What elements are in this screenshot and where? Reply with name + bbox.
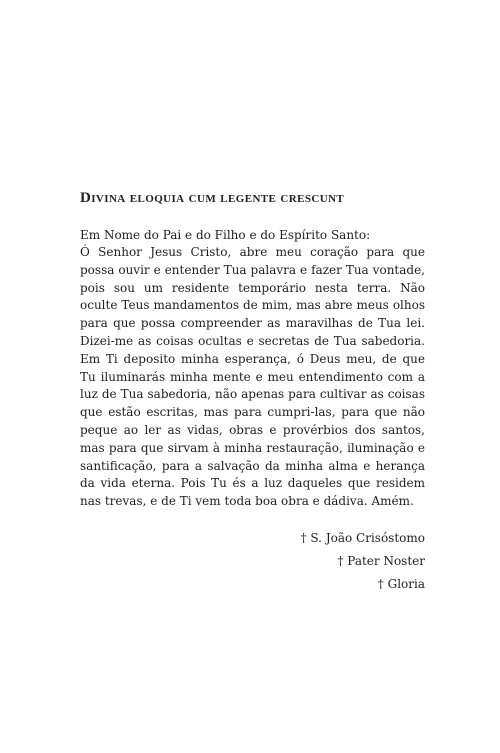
closing-line-gloria: † Gloria (377, 576, 425, 591)
closing-list (80, 527, 425, 596)
prayer-text: Ó Senhor Jesus Cristo, abre meu coração para que possa ouvir e entender Tua palavra e fazer Tua vontade, pois sou um residente temporário nesta terra. Não oculte Teus mandamentos de mim, mas abre meus olhos para que possa compreender as maravilhas de Tua lei. Dizei-me as coisas ocultas e secretas de Tua sabedoria. Em Ti deposito minha esperança, ó Deus meu, de que Tu iluminarás minha mente e meu entendimento com a luz de Tua sabedoria, não apenas para cultivar as coisas que estão escritas, mas para cumpri-las, para que não peque ao ler as vidas, obras e provérbios dos santos, mas para que sirvam à minha restauração, iluminação e santificação, para a salvação da minha alma e herança da vida eterna. Pois Tu és a luz daqueles que residem nas trevas, e de Ti vem toda boa obra e dádiva. Amém. (80, 245, 425, 509)
invocation-line: Em Nome do Pai e do Filho e do Espírito Santo: (80, 228, 371, 242)
section-heading: Divina eloquia cum legente crescunt (80, 190, 345, 206)
closing-line-pater-noster: † Pater Noster (337, 553, 425, 568)
closing-line-saint: † S. João Crisóstomo (300, 530, 425, 545)
page-content (80, 190, 425, 596)
